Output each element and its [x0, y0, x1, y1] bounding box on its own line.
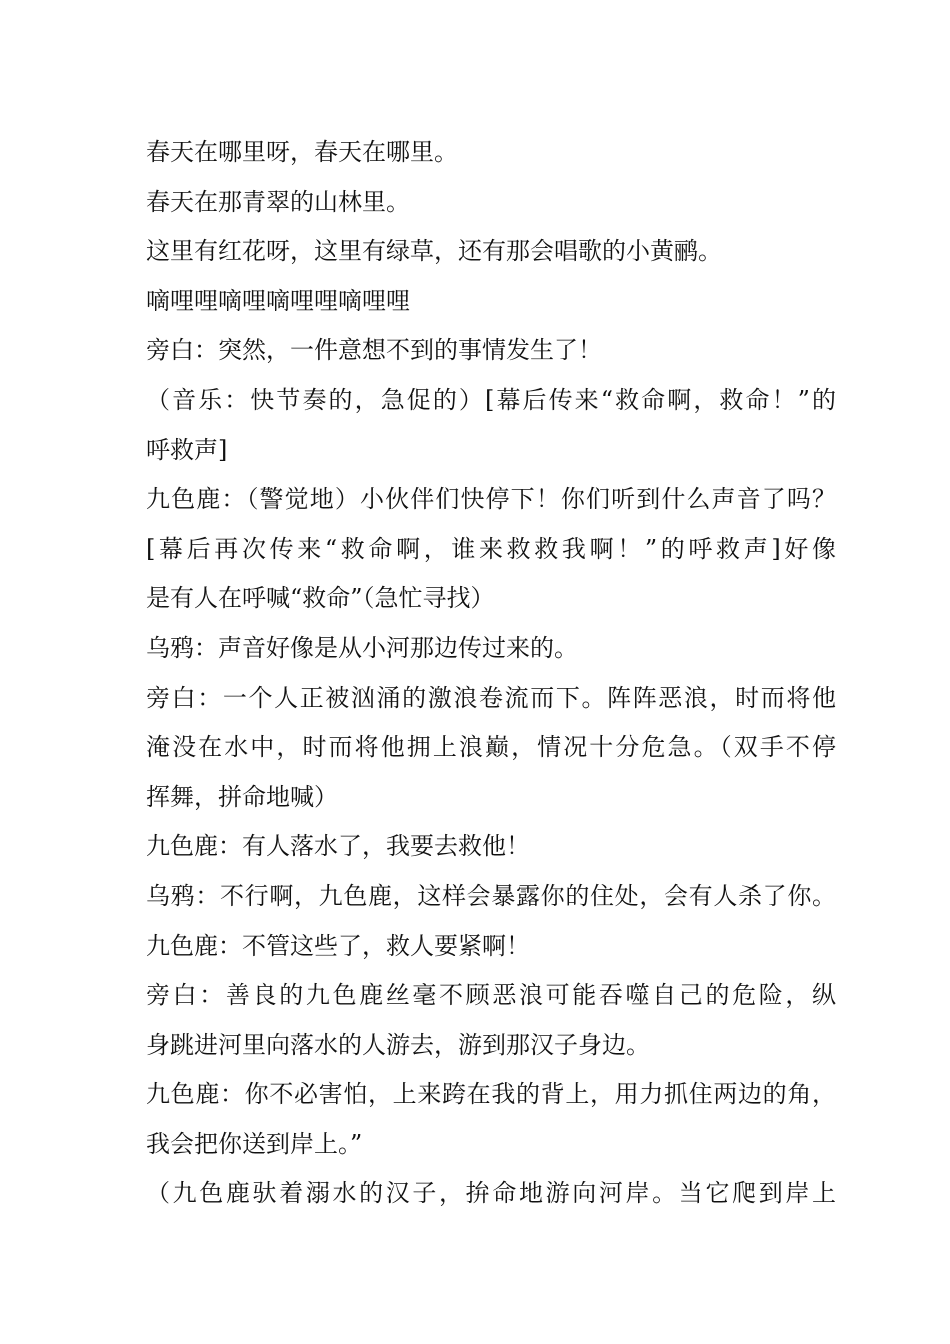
text-line: [幕后再次传来“救命啊，谁来救救我啊！”的呼救声]好像 [146, 534, 836, 563]
text-line: 淹没在水中，时而将他拥上浪巅，情况十分危急。（双手不停 [146, 733, 836, 762]
text-line: 嘀哩哩嘀哩嘀哩哩嘀哩哩 [146, 286, 410, 315]
text-line: 乌鸦：声音好像是从小河那边传过来的。 [146, 633, 578, 662]
text-line: 旁白：突然，一件意想不到的事情发生了！ [146, 336, 602, 365]
text-line: （九色鹿驮着溺水的汉子，拚命地游向河岸。当它爬到岸上 [146, 1179, 836, 1208]
text-line: 九色鹿：（警觉地）小伙伴们快停下！你们听到什么声音了吗？ [146, 485, 836, 514]
text-line: 是有人在呼喊“救命”（急忙寻找） [146, 584, 495, 613]
text-line: 旁白：善良的九色鹿丝毫不顾恶浪可能吞噬自己的危险，纵 [146, 981, 836, 1010]
text-line: 九色鹿：你不必害怕，上来跨在我的背上，用力抓住两边的角， [146, 1080, 836, 1109]
text-line: 春天在哪里呀，春天在哪里。 [146, 138, 458, 166]
script-text-body [146, 128, 836, 1219]
text-line: 九色鹿：不管这些了，救人要紧啊！ [146, 931, 530, 960]
text-line: （音乐：快节奏的，急促的）[幕后传来“救命啊，救命！”的 [146, 385, 836, 414]
text-line: 呼救声] [146, 435, 228, 464]
text-line: 旁白：一个人正被汹涌的激浪卷流而下。阵阵恶浪，时而将他 [146, 683, 836, 712]
text-line: 九色鹿：有人落水了，我要去救他！ [146, 832, 530, 861]
text-line: 乌鸦：不行啊，九色鹿，这样会暴露你的住处，会有人杀了你。 [146, 881, 836, 910]
text-line: 我会把你送到岸上。” [146, 1129, 363, 1158]
text-line: 挥舞，拼命地喊） [146, 782, 338, 811]
text-line: 这里有红花呀，这里有绿草，还有那会唱歌的小黄鹂。 [146, 237, 722, 266]
text-line: 春天在那青翠的山林里。 [146, 187, 410, 216]
text-line: 身跳进河里向落水的人游去，游到那汉子身边。 [146, 1030, 650, 1059]
